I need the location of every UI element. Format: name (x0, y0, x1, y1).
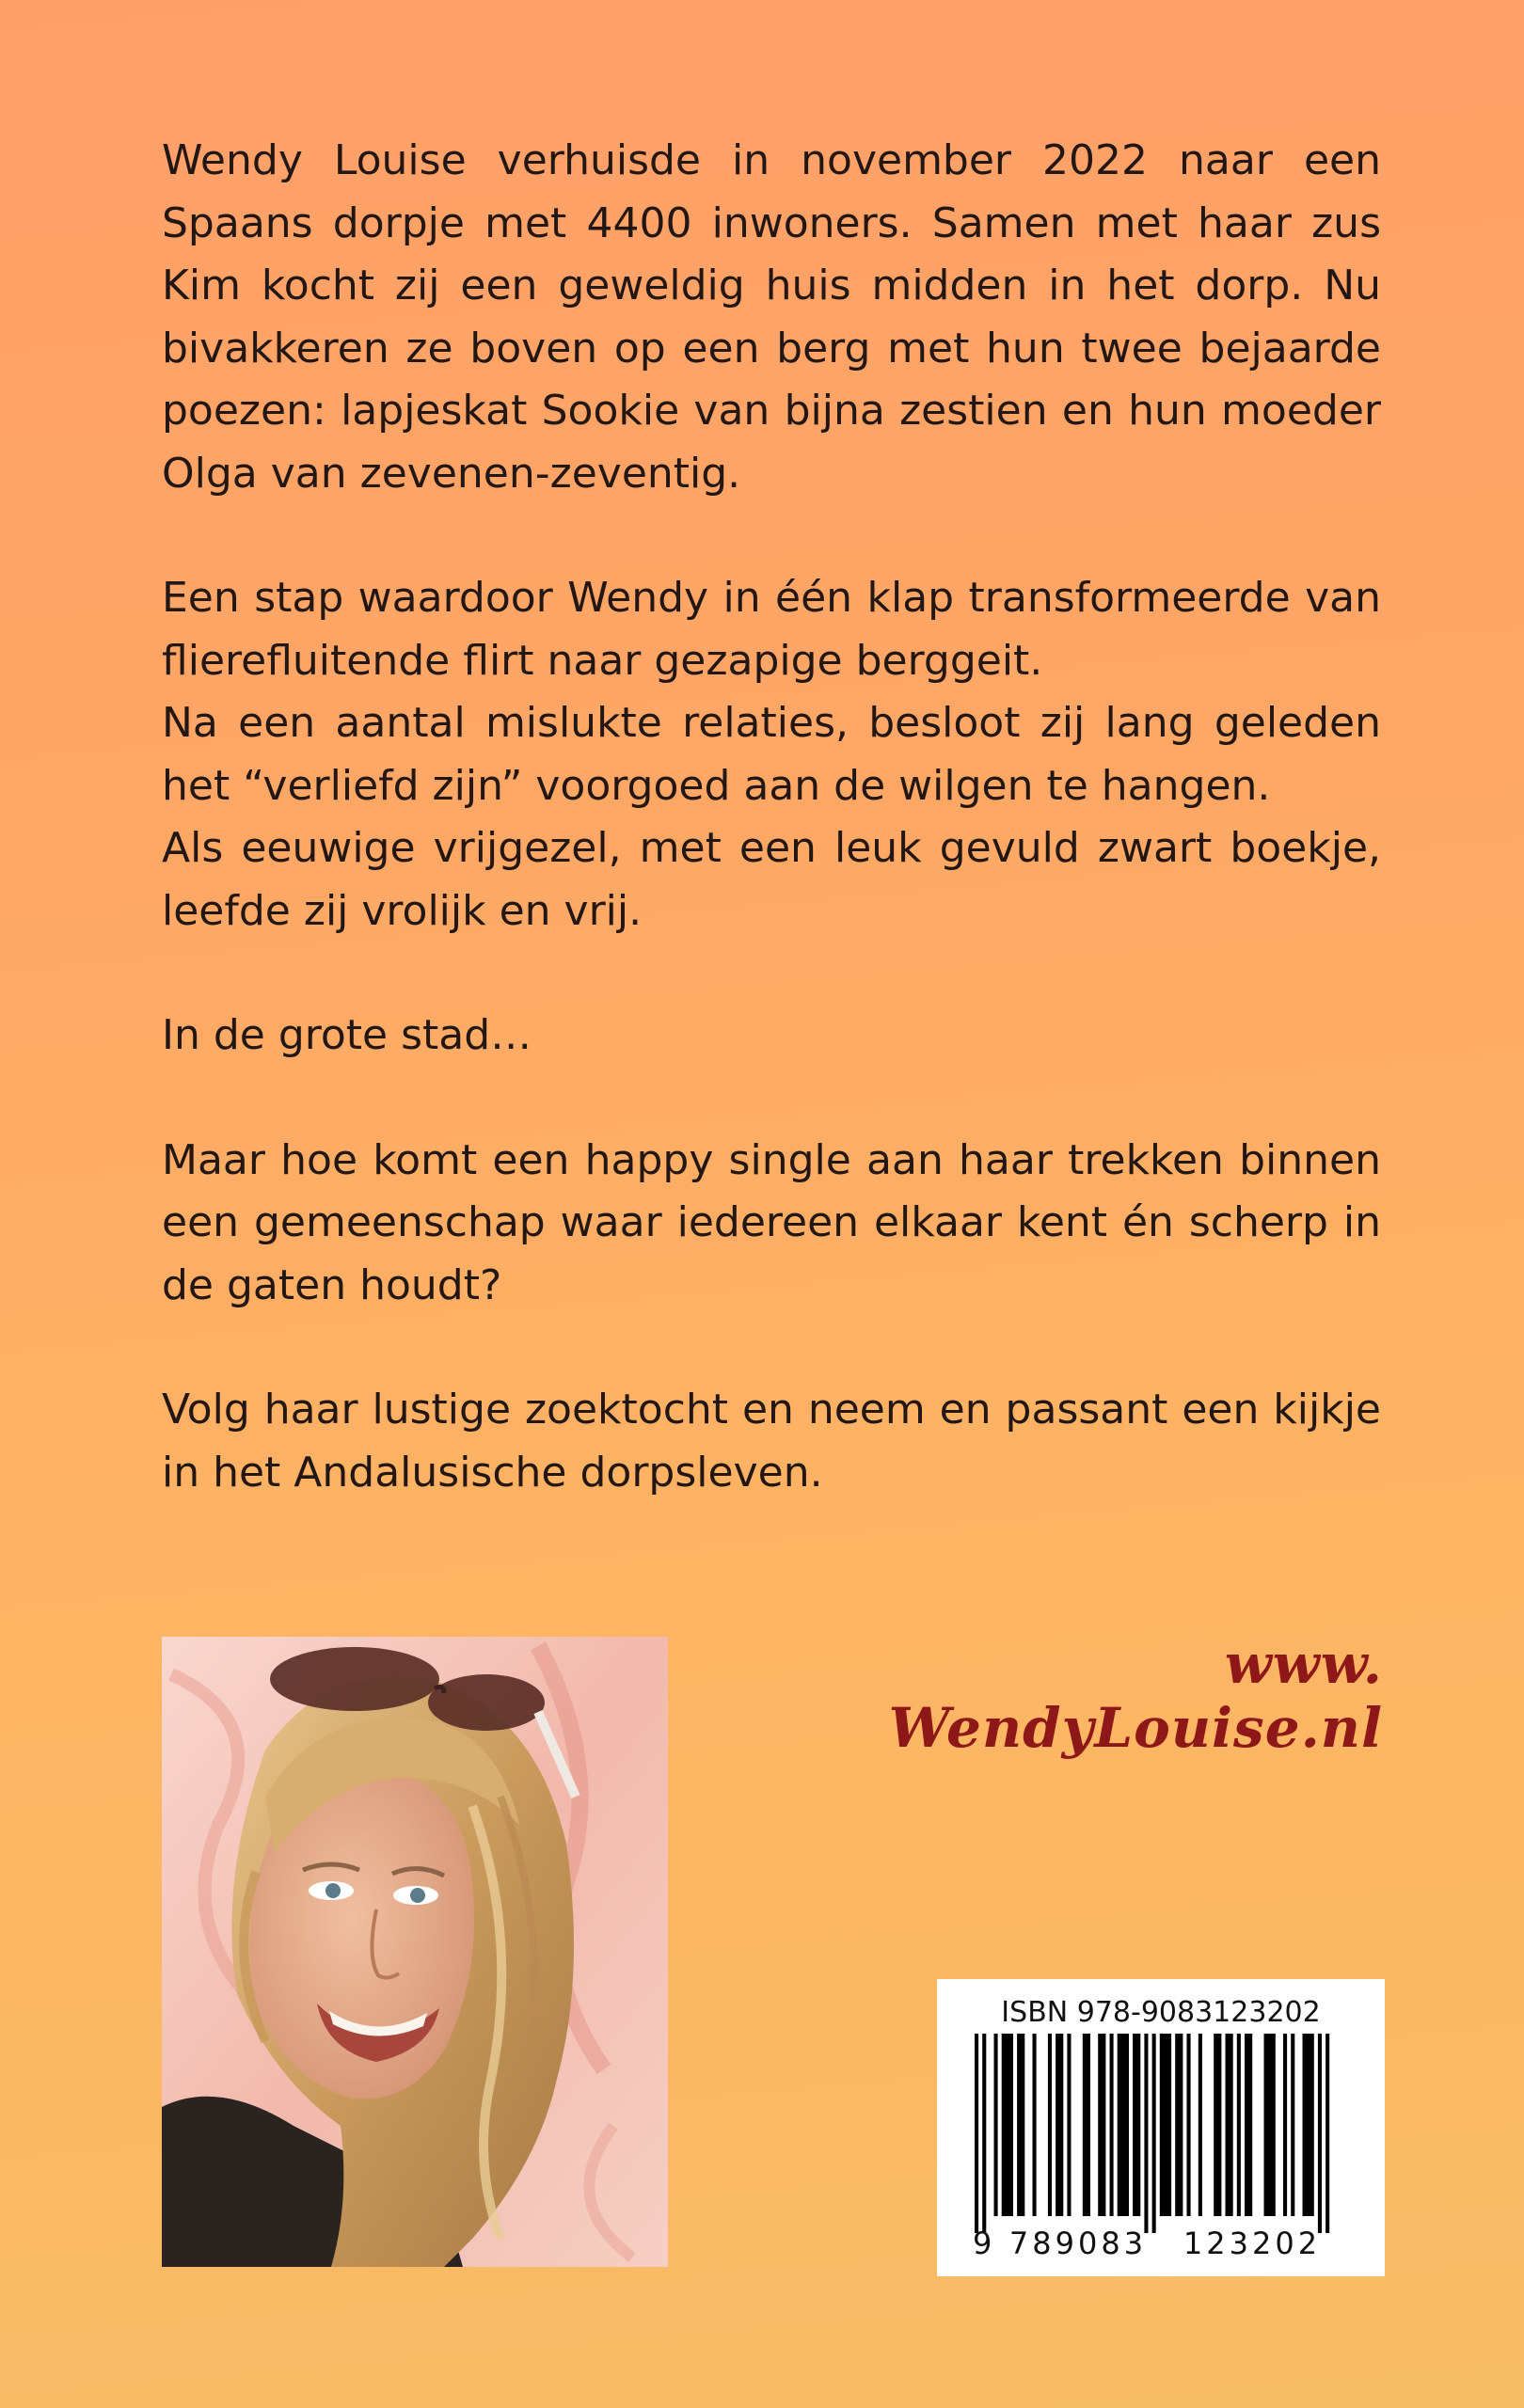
barcode-digit-first: 9 (973, 2226, 992, 2261)
author-website: www. WendyLouise.nl (888, 1632, 1383, 1760)
barcode-bar (1237, 2034, 1241, 2216)
barcode-bar (975, 2034, 978, 2233)
barcode-bar (982, 2034, 986, 2233)
barcode-bar (1264, 2034, 1276, 2216)
barcode-bar (1110, 2034, 1114, 2216)
barcode-bar (1144, 2034, 1148, 2233)
barcode-bar (1245, 2034, 1252, 2216)
barcode-bar (1318, 2034, 1322, 2233)
barcode-bar (1291, 2034, 1294, 2216)
barcode-bar (1152, 2034, 1156, 2233)
barcode-bar (1048, 2034, 1052, 2216)
barcode-bar (1056, 2034, 1063, 2216)
barcode-bar (1226, 2034, 1233, 2216)
blurb-paragraph: In de grote stad… (162, 1011, 532, 1059)
barcode-bar (1133, 2034, 1140, 2216)
barcode-bar (1199, 2034, 1202, 2216)
barcode-bars (937, 1979, 1385, 2276)
blurb-paragraph: Maar hoe komt een happy single aan haar trekken binnen een gemeenschap waar iedereen elkaar kent én scherp in de gaten houdt? (162, 1135, 1381, 1309)
barcode-digits-left: 789083 (1008, 2226, 1148, 2261)
barcode-bar (1017, 2034, 1024, 2216)
barcode-bar (1160, 2034, 1171, 2216)
barcode-bar (1283, 2034, 1287, 2216)
barcode-bar (1326, 2034, 1329, 2233)
barcode-bar (1175, 2034, 1183, 2216)
barcode-bar (994, 2034, 998, 2216)
blurb-paragraph: Een stap waardoor Wendy in één klap transformeerde van flierefluitende flirt naar gezapige berggeit. (162, 574, 1381, 685)
barcode-bar (1214, 2034, 1221, 2216)
barcode-bar (1033, 2034, 1037, 2216)
barcode-bar (1002, 2034, 1013, 2216)
blurb-paragraph: Als eeuwige vrijgezel, met een leuk gevuld zwart boekje, leefde zij vrolijk en vrij. (162, 824, 1381, 935)
barcode-bar (1118, 2034, 1129, 2216)
barcode-bar (1187, 2034, 1191, 2216)
blurb-paragraph: Wendy Louise verhuisde in november 2022 naar een Spaans dorpje met 4400 inwoners. Samen met haar zus Kim kocht zij een geweldig huis midden in het dorp. Nu bivakkeren ze boven op een berg met hun twee bejaarde poezen: lapjeskat Sookie van bijna zestien en hun moeder Olga van zevenen-zeventig. (162, 136, 1381, 498)
author-photo (162, 1637, 668, 2267)
isbn-barcode (937, 1979, 1385, 2276)
blurb-paragraph: Na een aantal mislukte relaties, besloot zij lang geleden het “verliefd zijn” voorgoed aan de wilgen te hangen. (162, 699, 1381, 810)
barcode-bar (1303, 2034, 1314, 2216)
barcode-bar (1083, 2034, 1090, 2216)
barcode-digits-right: 123202 (1183, 2226, 1322, 2261)
author-portrait-image (162, 1637, 668, 2267)
back-cover-blurb (162, 130, 1381, 1504)
isbn-label: ISBN 978-9083123202 (1001, 1996, 1321, 2029)
blurb-paragraph: Volg haar lustige zoektocht en neem en passant een kijkje in het Andalusische dorpsleven. (162, 1386, 1381, 1497)
barcode-bar (1067, 2034, 1071, 2216)
barcode-bar (1098, 2034, 1105, 2216)
